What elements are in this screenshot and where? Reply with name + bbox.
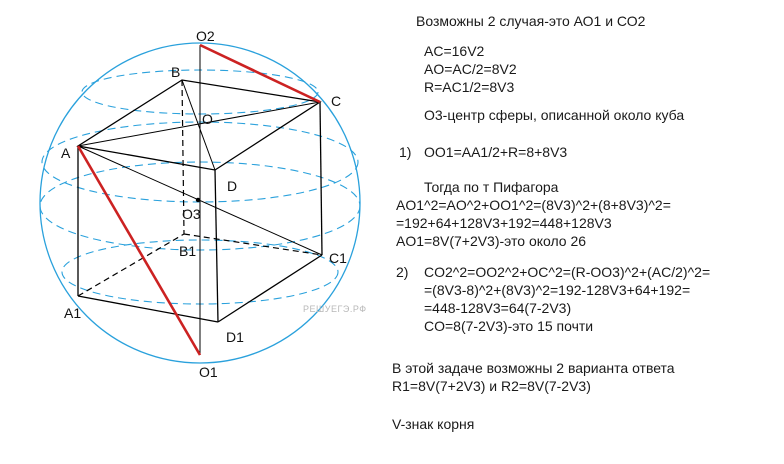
segment-co2 [200, 45, 320, 102]
label-o3: O3 [182, 206, 201, 222]
case2-line-2: =(8V3-8)^2+(8V3)^2=192-128V3+64+192= [424, 282, 691, 298]
case1-intro: Тогда по т Пифагора [424, 179, 559, 195]
case1-line-3: AO1=8V(7+2V3)-это около 26 [396, 233, 587, 249]
diagonal-ac [78, 102, 320, 146]
case1-line-2: =192+64+128V3+192=448+128V3 [396, 215, 612, 231]
label-c1: C1 [329, 250, 347, 266]
center-point-o3 [196, 198, 200, 202]
label-b1: B1 [179, 243, 197, 259]
case2-line-3: =448-128V3=64(7-2V3) [424, 300, 572, 316]
heading: Возможны 2 случая-это АО1 и СО2 [416, 13, 646, 29]
center-note: О3-центр сферы, описанной около куба [424, 107, 685, 123]
edge-d-d1 [215, 170, 218, 322]
edge-a1-d1 [78, 296, 218, 322]
case2-number: 2) [396, 264, 409, 280]
label-c: C [331, 93, 342, 109]
conclusion-line-1: В этой задаче возможны 2 варианта ответа [392, 360, 675, 376]
given-line-1: AC=16V2 [424, 43, 485, 59]
edge-c-c1 [320, 102, 322, 255]
edge-a1-b1-hidden [78, 234, 184, 296]
case1-number: 1) [399, 144, 412, 160]
watermark: РЕШУЕГЭ.РФ [303, 304, 367, 314]
edge-b1-c1-hidden [184, 234, 322, 255]
label-o2: O2 [196, 28, 215, 44]
conclusion-line-2: R1=8V(7+2V3) и R2=8V(7-2V3) [392, 378, 591, 394]
label-b: B [171, 64, 181, 80]
given-line-2: AO=AC/2=8V2 [424, 61, 517, 77]
given-line-3: R=AC1/2=8V3 [424, 79, 515, 95]
label-o: O [202, 111, 213, 127]
case2-line-1: CO2^2=OO2^2+OC^2=(R-OO3)^2+(AC/2)^2= [424, 264, 711, 280]
label-o1: O1 [199, 364, 218, 380]
label-a: A [61, 145, 71, 161]
case1-formula: OO1=AA1/2+R=8+8V3 [424, 144, 568, 160]
case1-line-1: AO1^2=AO^2+OO1^2=(8V3)^2+(8+8V3)^2= [396, 197, 671, 213]
root-note: V-знак корня [392, 416, 475, 432]
label-d1: D1 [226, 329, 244, 345]
case2-line-4: CO=8(7-2V3)-это 15 почти [424, 318, 594, 334]
label-a1: A1 [64, 305, 82, 321]
label-d: D [227, 178, 238, 194]
